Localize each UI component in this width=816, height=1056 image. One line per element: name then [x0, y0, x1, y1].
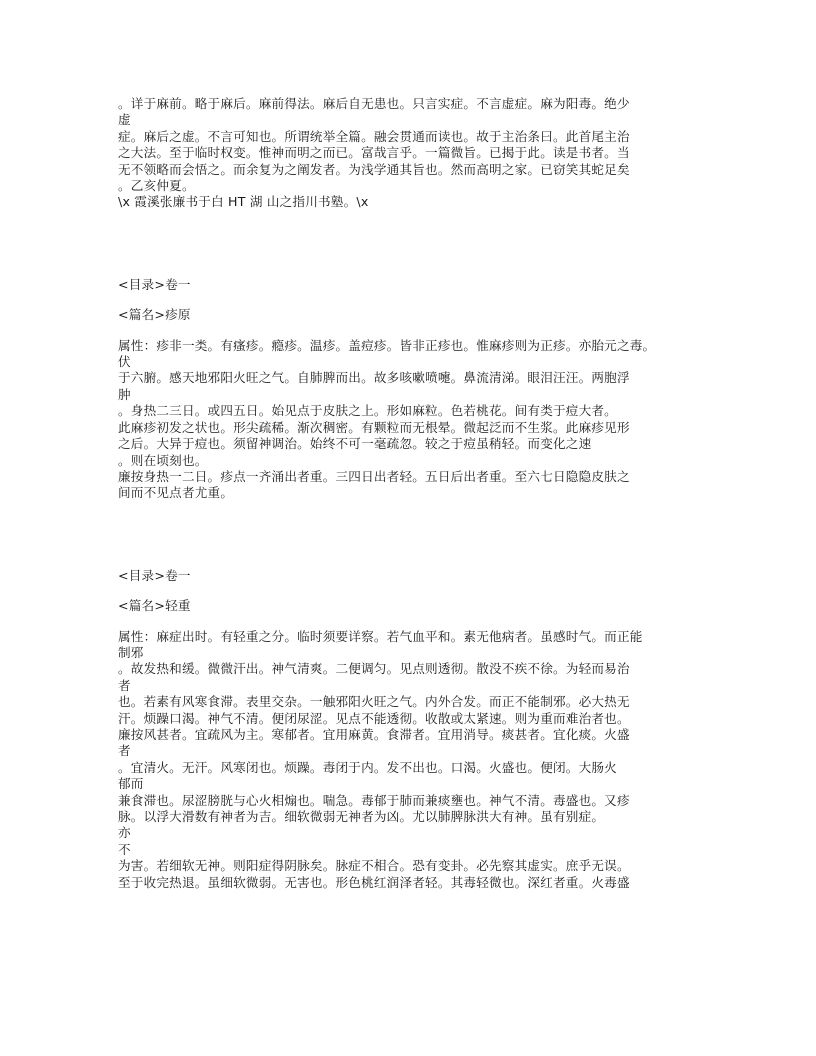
signature-line: \x 霞溪张廉书于白 HT 湖 山之指川书塾。\x — [118, 194, 369, 210]
text-line: 脉。以浮大滑数有神者为吉。细软微弱无神者为凶。尤以肺脾脉洪大有神。虽有别症。 — [118, 809, 605, 824]
text-line: 。详于麻前。略于麻后。麻前得法。麻后自无患也。只言实症。不言虚症。麻为阳毒。绝少 — [118, 96, 630, 111]
text-line: 。乙亥仲夏。 — [118, 178, 195, 194]
text-line: 之大法。至于临时权变。惟神而明之而已。富哉言乎。一篇微旨。已揭于此。读是书者。当 — [118, 145, 630, 161]
catalog-heading: <目录>卷一 — [118, 567, 191, 583]
text-line: 无不领略而会悟之。而余复为之阐发者。为浅学通其旨也。然而高明之家。已窃笑其蛇足矣 — [118, 161, 630, 177]
text-line: 。故发热和缓。微微汗出。神气清爽。二便调匀。见点则透彻。散没不疾不徐。为轻而易治 — [118, 661, 630, 677]
section-title: <篇名>轻重 — [118, 598, 191, 614]
text-line: 间而不见点者尤重。 — [118, 485, 234, 501]
text-line: 伏 — [118, 354, 131, 370]
text-line: 之后。大异于痘也。须留神调治。始终不可一毫疏忽。较之于痘虽稍轻。而变化之速 — [118, 436, 592, 452]
heading-spacer — [118, 584, 698, 598]
text-line: 。身热二三日。或四五日。始见点于皮肤之上。形如麻粒。色若桃花。间有类于痘大者。 — [118, 403, 617, 419]
text-line: 也。若素有风寒食滞。表里交杂。一触邪阳火旺之气。内外合发。而正不能制邪。必大热无 — [118, 694, 630, 710]
heading-spacer — [118, 293, 698, 307]
section-zhenyuan — [118, 277, 698, 502]
text-line: 为害。若细软无神。则阳症得阴脉矣。脉症不相合。恐有变卦。必先察其虚实。庶乎无误。 — [118, 858, 630, 874]
text-line: 兼食滞也。尿涩膀胱与心火相煽也。喘急。毒郁于肺而兼痰壅也。神气不清。毒盛也。又疹 — [118, 792, 630, 808]
text-line: 郁而 — [118, 776, 144, 792]
text-line: 属性：疹非一类。有瘙疹。瘾疹。温疹。盖痘疹。皆非正疹也。惟麻疹则为正疹。亦胎元之毒。 — [118, 337, 656, 353]
document-page — [118, 96, 698, 891]
text-line: 此麻疹初发之状也。形尖疏稀。渐次稠密。有颗粒而无根晕。微起泛而不生浆。此麻疹见形 — [118, 419, 630, 435]
text-line: 者 — [118, 743, 131, 759]
text-line: 于六腑。感天地邪阳火旺之气。自肺脾而出。故多咳嗽喷嚏。鼻流清涕。眼泪汪汪。两胞浮 — [118, 370, 630, 386]
text-line: 汗。烦躁口渴。神气不清。便闭尿涩。见点不能透彻。收散或太紧速。则为重而难治者也。 — [118, 710, 630, 726]
text-line: 。则在顷刻也。 — [118, 452, 208, 468]
section-spacer — [118, 211, 698, 277]
text-line: 。宜清火。无汗。风寒闭也。烦躁。毒闭于内。发不出也。口渴。火盛也。便闭。大肠火 — [118, 759, 617, 775]
section-qingzhong — [118, 568, 698, 891]
heading-spacer — [118, 615, 698, 629]
section-title: <篇名>疹原 — [118, 307, 191, 323]
text-line: 属性：麻症出时。有轻重之分。临时须要详察。若气血平和。素无他病者。虽感时气。而正能 — [118, 628, 643, 644]
preface-block — [118, 96, 698, 211]
text-line: 制邪 — [118, 644, 144, 660]
heading-spacer — [118, 324, 698, 338]
text-line: 廉按身热一二日。疹点一齐涌出者重。三四日出者轻。五日后出者重。至六七日隐隐皮肤之 — [118, 468, 630, 484]
section-spacer — [118, 502, 698, 568]
text-line: 虚 — [118, 112, 131, 128]
text-line: 不 — [118, 841, 131, 857]
catalog-heading: <目录>卷一 — [118, 276, 191, 292]
text-line: 至于收完热退。虽细软微弱。无害也。形色桃红润泽者轻。其毒轻微也。深红者重。火毒盛 — [118, 874, 630, 890]
text-line: 廉按风甚者。宜疏风为主。寒郁者。宜用麻黄。食滞者。宜用消导。痰甚者。宜化痰。火盛 — [118, 726, 630, 742]
text-line: 肿 — [118, 386, 131, 402]
text-line: 者 — [118, 677, 131, 693]
text-line: 亦 — [118, 825, 131, 841]
text-line: 症。麻后之虚。不言可知也。所谓统举全篇。融会贯通而读也。故于主治条曰。此首尾主治 — [118, 128, 630, 144]
